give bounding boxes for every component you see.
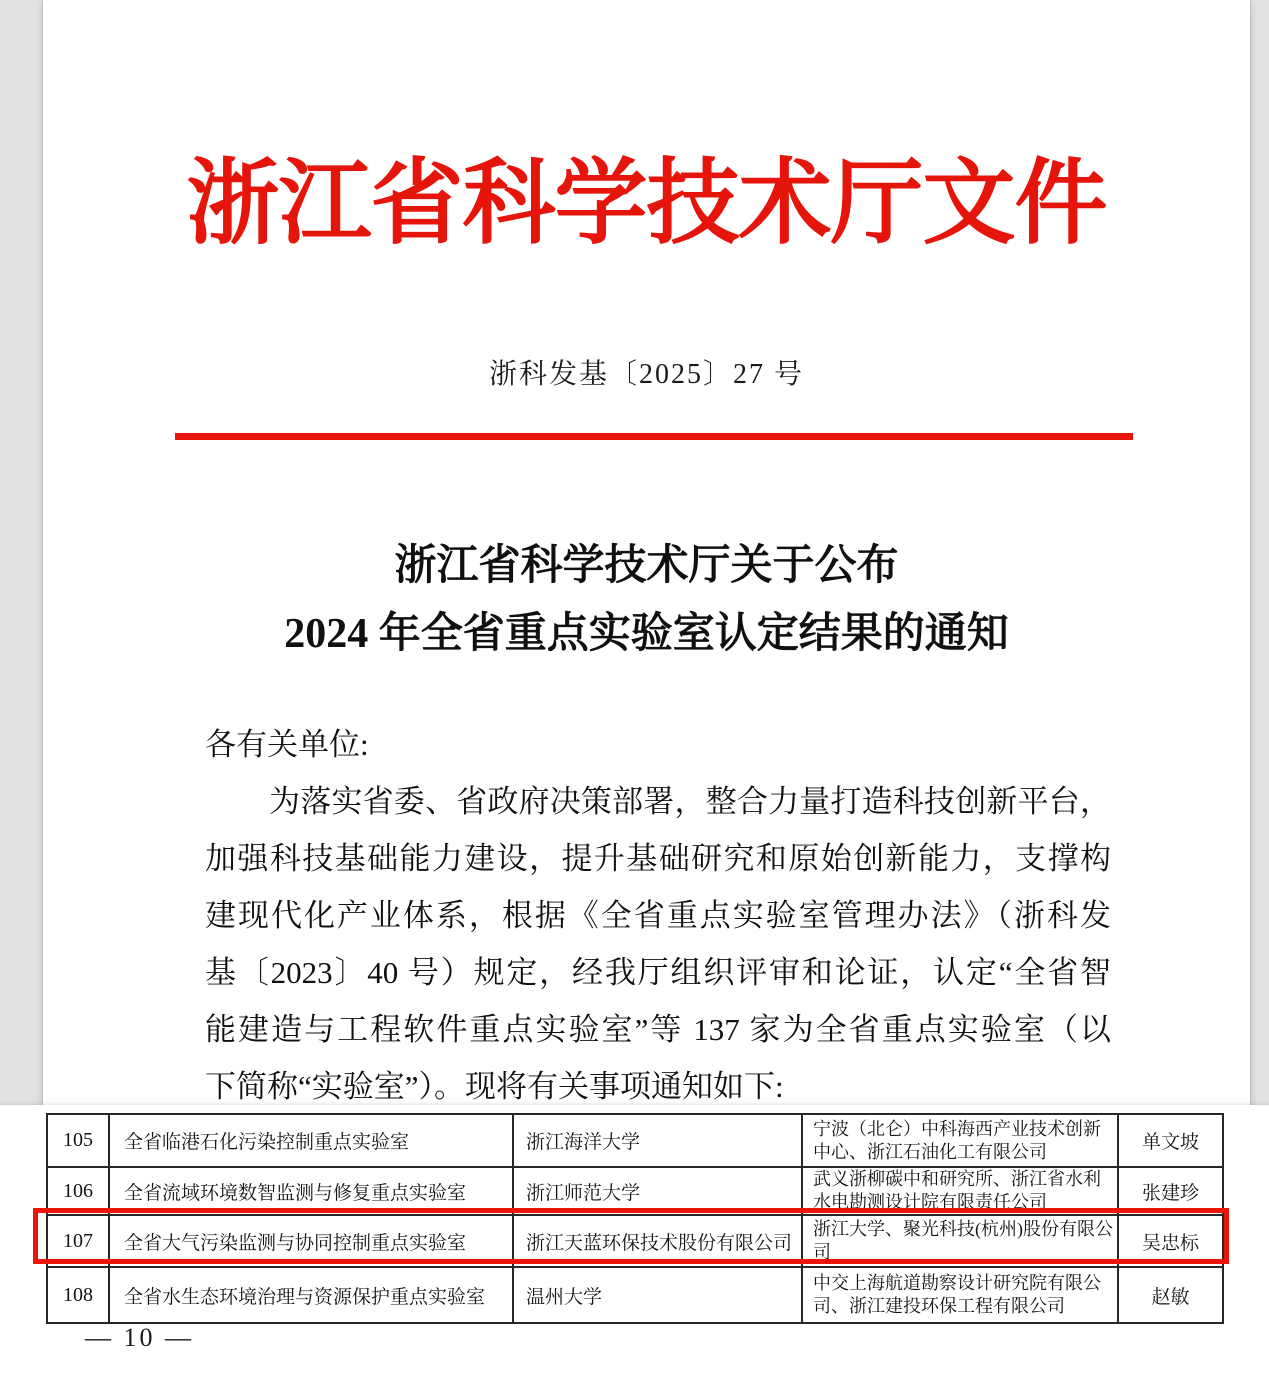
cell-partners: 宁波（北仑）中科海西产业技术创新中心、浙江石油化工有限公司 (803, 1115, 1119, 1168)
body-line-3: 建现代化产业体系，根据《全省重点实验室管理办法》（浙科发 (205, 898, 1111, 933)
body-line-4: 基〔2023〕40 号）规定，经我厅组织评审和论证，认定“全省智 (205, 955, 1111, 990)
red-separator-rule (175, 433, 1133, 440)
body-line-6: 下简称“实验室”）。现将有关事项通知如下: (205, 1069, 784, 1104)
cell-lab-name: 全省临港石化污染控制重点实验室 (110, 1115, 514, 1168)
table-section (0, 1105, 1269, 1386)
cell-lab-name: 全省流域环境数智监测与修复重点实验室 (110, 1168, 514, 1216)
notice-title-line1: 浙江省科学技术厅关于公布 (394, 543, 899, 589)
doc-number: 浙科发基〔2025〕27 号 (488, 359, 804, 390)
cell-institution: 浙江海洋大学 (514, 1115, 803, 1168)
cell-director: 单文坡 (1119, 1115, 1222, 1168)
results-table (46, 1113, 1224, 1324)
body-line-5: 能建造与工程软件重点实验室”等 137 家为全省重点实验室（以 (205, 1012, 1111, 1047)
page-number: — 10 — (85, 1323, 194, 1352)
document-page (43, 0, 1250, 1110)
cell-row-number: 107 (48, 1216, 110, 1268)
cell-partners: 中交上海航道勘察设计研究院有限公司、浙江建投环保工程有限公司 (803, 1268, 1119, 1322)
cell-institution: 浙江天蓝环保技术股份有限公司 (514, 1216, 803, 1268)
notice-title-line2: 2024 年全省重点实验室认定结果的通知 (284, 611, 1009, 657)
cell-partners: 浙江大学、聚光科技(杭州)股份有限公司 (803, 1216, 1119, 1268)
cell-row-number: 106 (48, 1168, 110, 1216)
cell-director: 赵敏 (1151, 1286, 1190, 1308)
cell-lab-name: 全省水生态环境治理与资源保护重点实验室 (110, 1268, 514, 1322)
cell-lab-name: 全省大气污染监测与协同控制重点实验室 (110, 1216, 514, 1268)
cell-director: 张建珍 (1119, 1168, 1222, 1216)
cell-partners: 武义浙柳碳中和研究所、浙江省水利水电勘测设计院有限责任公司 (803, 1168, 1119, 1216)
cell-director: 吴忠标 (1119, 1216, 1222, 1268)
letterhead-title: 浙江省科学技术厅文件 (186, 153, 1107, 256)
cell-row-number: 105 (48, 1115, 110, 1168)
body-line-2: 加强科技基础能力建设，提升基础研究和原始创新能力，支撑构 (205, 841, 1111, 876)
body-line-1: 为落实省委、省政府决策部署，整合力量打造科技创新平台， (269, 784, 1111, 819)
cell-institution: 浙江师范大学 (514, 1168, 803, 1216)
salutation: 各有关单位: (205, 727, 369, 762)
cell-institution: 温州大学 (514, 1268, 803, 1322)
cell-row-number: 108 (48, 1268, 110, 1322)
body-text (205, 716, 1111, 1115)
